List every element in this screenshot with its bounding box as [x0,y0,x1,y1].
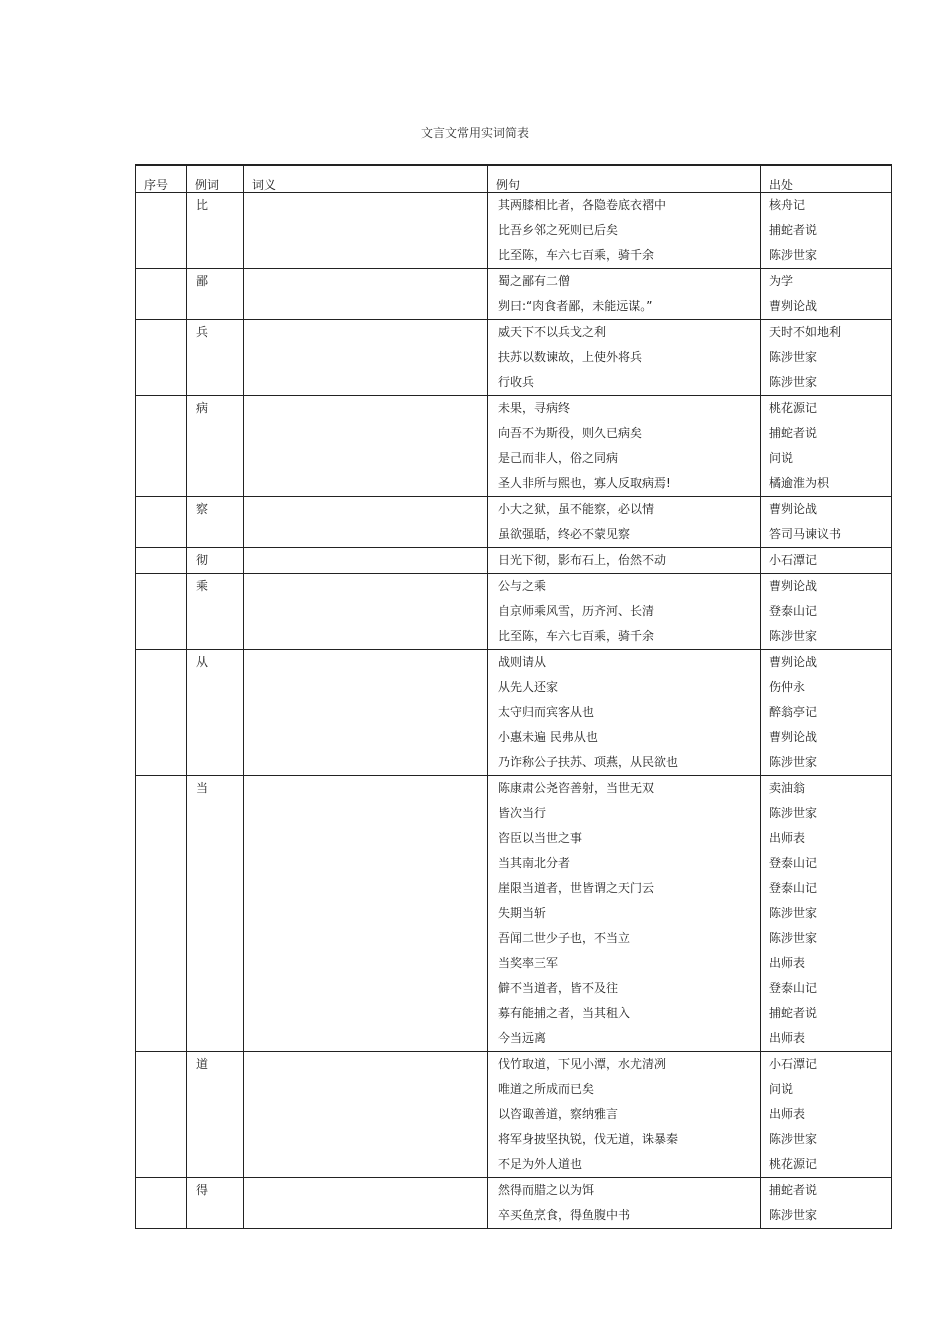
entry-word: 病 [196,401,209,415]
table-row [136,193,892,269]
entry-meaning [244,650,487,675]
example-source: 桃花源记 [769,401,818,415]
cell-sentences [488,320,761,396]
entry-num [136,320,186,345]
example-source: 出师表 [769,1031,806,1045]
example-source: 陈涉世家 [769,755,818,769]
example-source: 登泰山记 [769,856,818,870]
cell-meaning [244,574,488,650]
cell-sentences [488,776,761,1052]
cell-sources [761,1178,892,1229]
cell-word [187,396,244,497]
example-sentence: 向吾不为斯役，则久已病矣 [498,426,643,440]
example-source: 出师表 [769,831,806,845]
cell-word [187,1052,244,1178]
example-sentence: 当其南北分者 [498,856,571,870]
example-source: 出师表 [769,956,806,970]
entry-word: 当 [196,781,209,795]
entry-num [136,548,186,573]
entry-word: 察 [196,502,209,516]
example-source: 陈涉世家 [769,629,818,643]
table-body [136,193,892,1229]
example-source: 登泰山记 [769,881,818,895]
cell-meaning [244,1178,488,1229]
entry-num [136,396,186,421]
header-word: 例词 [187,165,244,193]
table-row [136,1178,892,1229]
entry-num [136,1178,186,1203]
table-row [136,269,892,320]
example-source: 捕蛇者说 [769,1006,818,1020]
cell-sources [761,396,892,497]
example-sentence: 其两膝相比者，各隐卷底衣褶中 [498,198,667,212]
example-source: 问说 [769,451,794,465]
cell-meaning [244,320,488,396]
cell-word [187,548,244,574]
cell-num [136,320,187,396]
example-sentence: 不足为外人道也 [498,1157,583,1171]
cell-num [136,497,187,548]
cell-sources [761,650,892,776]
page-title: 文言文常用实词简表 [420,126,529,140]
cell-word [187,776,244,1052]
example-sentence: 募有能捕之者，当其租入 [498,1006,631,1020]
table-row [136,396,892,497]
example-source: 陈涉世家 [769,1132,818,1146]
entry-meaning [244,320,487,345]
entry-num [136,193,186,218]
example-sentence: 自京师乘风雪，历齐河、长清 [498,604,655,618]
example-source: 伤仲永 [769,680,806,694]
cell-sentences [488,1178,761,1229]
table-row [136,548,892,574]
example-source: 橘逾淮为枳 [769,476,830,490]
table-row [136,320,892,396]
entry-meaning [244,1178,487,1203]
entry-meaning [244,193,487,218]
example-sentence: 行收兵 [498,375,535,389]
cell-sources [761,193,892,269]
example-source: 桃花源记 [769,1157,818,1171]
example-source: 陈涉世家 [769,906,818,920]
cell-sources [761,497,892,548]
cell-word [187,650,244,776]
example-source: 陈涉世家 [769,248,818,262]
example-sentence: 以咨诹善道，察纳雅言 [498,1107,619,1121]
example-sentence: 公与之乘 [498,579,547,593]
entry-num [136,269,186,294]
cell-num [136,650,187,776]
example-sentence: 卒买鱼烹食，得鱼腹中书 [498,1208,631,1222]
cell-sentences [488,1052,761,1178]
example-source: 小石潭记 [769,1057,818,1071]
example-source: 陈涉世家 [769,350,818,364]
example-sentence: 是己而非人，俗之同病 [498,451,619,465]
example-source: 捕蛇者说 [769,1183,818,1197]
entry-word: 比 [196,198,209,212]
cell-num [136,776,187,1052]
example-sentence: 比吾乡邻之死则已后矣 [498,223,619,237]
example-sentence: 未果，寻病终 [498,401,571,415]
example-sentence: 今当远离 [498,1031,547,1045]
cell-num [136,1052,187,1178]
cell-meaning [244,396,488,497]
example-source: 问说 [769,1082,794,1096]
example-sentence: 比至陈，车六七百乘，骑千余 [498,248,655,262]
cell-word [187,574,244,650]
cell-meaning [244,650,488,776]
cell-num [136,1178,187,1229]
example-sentence: 崖限当道者，世皆谓之天门云 [498,881,655,895]
example-sentence: 当奖率三军 [498,956,559,970]
table-row [136,650,892,776]
example-source: 卖油翁 [769,781,806,795]
example-sentence: 比至陈，车六七百乘，骑千余 [498,629,655,643]
cell-num [136,548,187,574]
example-source: 为学 [769,274,794,288]
example-sentence: 小惠未遍 民弗从也 [498,730,598,744]
example-source: 曹刿论战 [769,502,818,516]
entry-word: 道 [196,1057,209,1071]
cell-num [136,396,187,497]
example-source: 曹刿论战 [769,299,818,313]
cell-word [187,1178,244,1229]
vocabulary-table [135,164,892,1229]
entry-meaning [244,1052,487,1077]
example-sentence: 唯道之所成而已矣 [498,1082,595,1096]
example-source: 陈涉世家 [769,375,818,389]
cell-sources [761,1052,892,1178]
cell-meaning [244,1052,488,1178]
cell-num [136,574,187,650]
example-sentence: 僻不当道者，皆不及往 [498,981,619,995]
table-row [136,497,892,548]
example-source: 出师表 [769,1107,806,1121]
cell-sources [761,776,892,1052]
table-row [136,574,892,650]
cell-sources [761,320,892,396]
entry-word: 乘 [196,579,209,593]
example-source: 曹刿论战 [769,730,818,744]
table-row [136,776,892,1052]
header-meaning: 词义 [244,165,488,193]
example-source: 陈涉世家 [769,1208,818,1222]
entry-word: 得 [196,1183,209,1197]
entry-num [136,776,186,801]
cell-sentences [488,269,761,320]
entry-meaning [244,776,487,801]
example-sentence: 失期当斩 [498,906,547,920]
cell-word [187,320,244,396]
cell-meaning [244,497,488,548]
example-sentence: 吾闻二世少子也，不当立 [498,931,631,945]
table-row [136,1052,892,1178]
entry-num [136,497,186,522]
entry-meaning [244,548,487,573]
example-sentence: 皆次当行 [498,806,547,820]
entry-num [136,574,186,599]
cell-sentences [488,574,761,650]
example-sentence: 将军身披坚执锐，伐无道，诛暴秦 [498,1132,679,1146]
header-num: 序号 [136,165,187,193]
example-sentence: 乃诈称公子扶苏、项燕，从民欲也 [498,755,679,769]
cell-num [136,269,187,320]
entry-meaning [244,269,487,294]
entry-word: 鄙 [196,274,209,288]
example-sentence: 扶苏以数谏故，上使外将兵 [498,350,643,364]
entry-meaning [244,574,487,599]
entry-num [136,1052,186,1077]
example-source: 核舟记 [769,198,806,212]
example-sentence: 伐竹取道，下见小潭，水尤清冽 [498,1057,667,1071]
cell-sources [761,548,892,574]
cell-meaning [244,269,488,320]
entry-word: 从 [196,655,209,669]
example-source: 小石潭记 [769,553,818,567]
example-sentence: 日光下彻，影布石上，佁然不动 [498,553,667,567]
example-sentence: 刿曰:“肉食者鄙，未能远谋。” [498,299,653,313]
example-sentence: 太守归而宾客从也 [498,705,595,719]
example-source: 曹刿论战 [769,655,818,669]
example-source: 登泰山记 [769,604,818,618]
example-sentence: 蜀之鄙有二僧 [498,274,571,288]
table-header [136,165,892,193]
header-source: 出处 [761,165,892,193]
example-sentence: 咨臣以当世之事 [498,831,583,845]
example-sentence: 战则请从 [498,655,547,669]
example-sentence: 从先人还家 [498,680,559,694]
cell-sentences [488,497,761,548]
cell-num [136,193,187,269]
cell-meaning [244,193,488,269]
example-source: 天时不如地利 [769,325,842,339]
cell-sentences [488,650,761,776]
example-source: 陈涉世家 [769,806,818,820]
example-source: 曹刿论战 [769,579,818,593]
example-sentence: 小大之狱，虽不能察，必以情 [498,502,655,516]
example-sentence: 威天下不以兵戈之利 [498,325,607,339]
entry-num [136,650,186,675]
cell-word [187,193,244,269]
entry-meaning [244,396,487,421]
example-sentence: 圣人非所与熙也，寡人反取病焉! [498,476,671,490]
example-source: 登泰山记 [769,981,818,995]
cell-sources [761,574,892,650]
cell-sentences [488,193,761,269]
cell-sentences [488,548,761,574]
header-sentence: 例句 [488,165,761,193]
example-sentence: 陈康肃公尧咨善射，当世无双 [498,781,655,795]
example-source: 捕蛇者说 [769,223,818,237]
example-source: 陈涉世家 [769,931,818,945]
entry-meaning [244,497,487,522]
entry-word: 兵 [196,325,209,339]
example-sentence: 然得而腊之以为饵 [498,1183,595,1197]
cell-word [187,269,244,320]
cell-meaning [244,776,488,1052]
example-source: 捕蛇者说 [769,426,818,440]
cell-word [187,497,244,548]
cell-sources [761,269,892,320]
cell-sentences [488,396,761,497]
example-sentence: 虽欲强聒，终必不蒙见察 [498,527,631,541]
example-source: 答司马谏议书 [769,527,842,541]
entry-word: 彻 [196,553,209,567]
cell-meaning [244,548,488,574]
example-source: 醉翁亭记 [769,705,818,719]
